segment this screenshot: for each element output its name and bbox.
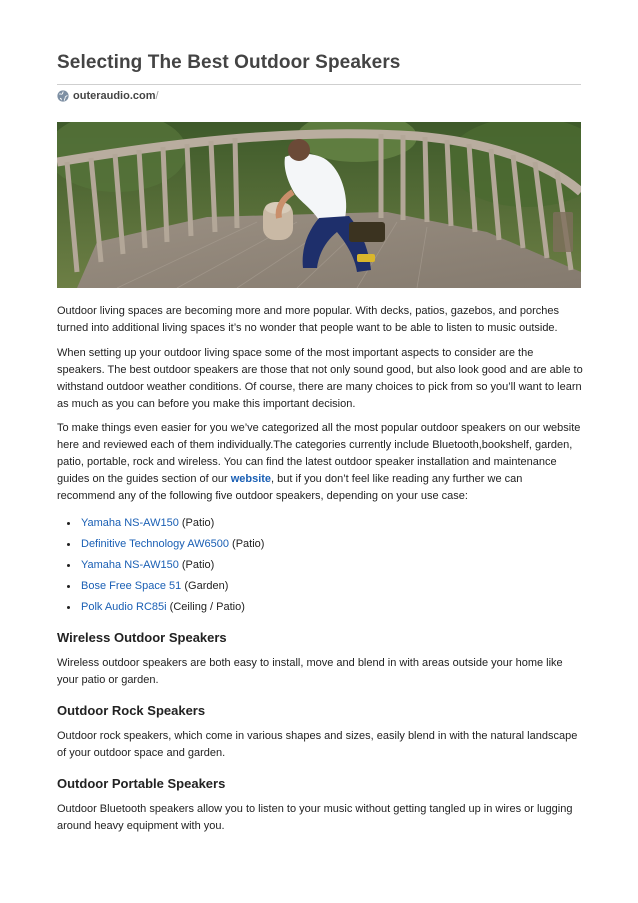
speaker-use: (Patio) [232,538,265,550]
list-item [79,514,583,532]
paragraph-categories [57,420,583,505]
paragraph-wireless-speakers: Wireless outdoor speakers are both easy to install, move and blend in with areas outside your home like your patio or garden. [57,657,563,686]
speaker-link[interactable]: Yamaha NS-AW150 [81,517,179,529]
speaker-use: (Patio) [181,559,215,571]
paragraph-portable-speakers: Outdoor Bluetooth speakers allow you to listen to your music without getting tangled up in wires or lugging around heavy equipment with you. [57,803,573,832]
website-link[interactable]: website [230,473,272,485]
paragraph-speakers-importance: When setting up your outdoor living space some of the most important aspects to consider are the speakers. The best outdoor speakers are those that not only sound good, but also look good and are able to withstand outdoor weather conditions. Of course, there are many choices to pick from so you’ll want to learn as much as you can before you make this important decision. [57,347,583,410]
speaker-link[interactable]: Definitive Technology AW6500 [81,538,229,550]
article-hero-image [57,122,581,288]
source-line [57,90,159,102]
speaker-use: (Patio) [181,517,215,529]
speaker-use: (Ceiling / Patio) [169,601,245,613]
intro-paragraph: Outdoor living spaces are becoming more and more popular. With decks, patios, gazebos, and porches turned into additional living spaces it’s no wonder that people want to be able to listen to music outside. [57,305,559,334]
list-item [79,577,583,595]
paragraph-rock-speakers: Outdoor rock speakers, which come in various shapes and sizes, easily blend in with the natural landscape of your outdoor space and garden. [57,730,578,759]
speaker-link[interactable]: Polk Audio RC85i [81,601,167,613]
speaker-use: (Garden) [184,580,229,592]
title-divider [57,84,581,85]
speaker-link[interactable]: Bose Free Space 51 [81,580,182,592]
paragraph-categories-text-end: , but if you don’t feel like reading any further we can recommend any of the following five outdoor speakers, depending on your use case: [57,473,523,502]
source-site-link[interactable]: outeraudio.com [73,90,156,102]
page-title: Selecting The Best Outdoor Speakers [57,52,401,73]
list-item [79,598,583,616]
recommended-speakers-list [57,514,583,616]
heading-portable-speakers: Outdoor Portable Speakers [57,776,226,791]
list-item [79,535,583,553]
globe-icon [57,90,69,102]
article-body [57,303,583,843]
speaker-link[interactable]: Yamaha NS-AW150 [81,559,179,571]
source-separator: / [155,90,159,102]
list-item [79,556,583,574]
paragraph-categories-text-start: To make things even easier for you we’ve categorized all the most popular outdoor speakers on our website here and reviewed each of them individually.The categories currently include Bluetooth,bookshelf, garden, patio, portable, rock and wireless. You can find the latest outdoor speaker installation and maintenance guides on the guides section of our [57,422,581,485]
heading-rock-speakers: Outdoor Rock Speakers [57,703,206,718]
heading-wireless-speakers: Wireless Outdoor Speakers [57,630,227,645]
